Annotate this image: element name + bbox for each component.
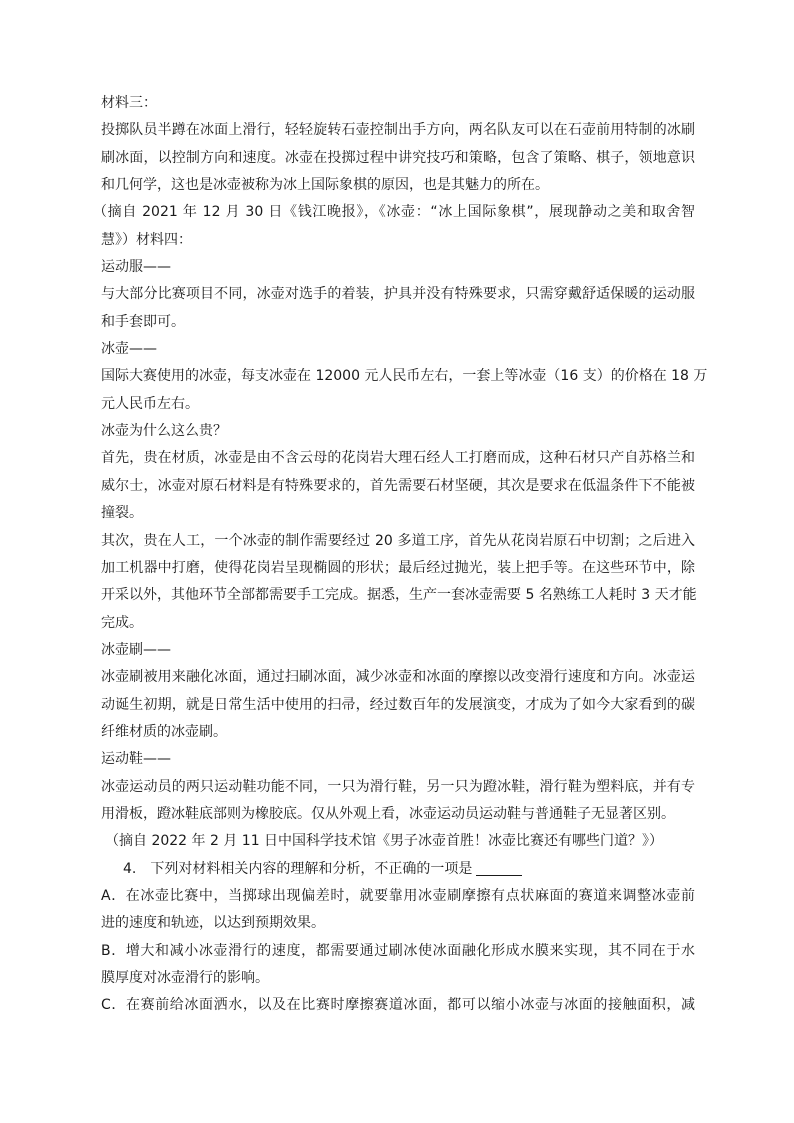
paragraph-line: 威尔士，冰壶对原石材料是有特殊要求的，首先需要石材坚硬，其次是要求在低温条件下不能被 (101, 477, 695, 494)
question-option-line: 进的速度和轨迹，以达到预期效果。 (101, 915, 325, 932)
paragraph-line: 冰壶刷被用来融化冰面，通过扫刷冰面，减少冰壶和冰面的摩擦以改变滑行速度和方向。冰壶运 (101, 669, 695, 686)
question-option-line: B．增大和减小冰壶滑行的速度，都需要通过刷冰使冰面融化形成水膜来实现，其不同在于水 (101, 942, 695, 959)
citation-line: （摘自 2021 年 12 月 30 日《钱江晚报》，《冰壶：“冰上国际象棋”，展现静动之美和取舍智 (93, 204, 695, 221)
citation-line: （摘自 2022 年 2 月 11 日中国科学技术馆《男子冰壶首胜！冰壶比赛还有哪些门道？》） (105, 833, 664, 850)
section-heading-material-3: 材料三： (101, 95, 157, 111)
paragraph-line: 国际大赛使用的冰壶，每支冰壶在 12000 元人民币左右，一套上等冰壶（16 支）的价格在 18 万 (101, 368, 708, 385)
paragraph-line: 冰壶运动员的两只运动鞋功能不同，一只为滑行鞋，另一只为蹬冰鞋，滑行鞋为塑料底，并有专 (101, 778, 695, 795)
paragraph-line: 完成。 (101, 614, 143, 631)
paragraph-line: 投掷队员半蹲在冰面上滑行，轻轻旋转石壶控制出手方向，两名队友可以在石壶前用特制的冰刷 (101, 122, 695, 139)
paragraph-line: 和手套即可。 (101, 313, 185, 330)
paragraph-line: 撞裂。 (101, 505, 143, 522)
paragraph-line: 刷冰面，以控制方向和速度。冰壶在投掷过程中讲究技巧和策略，包含了策略、棋子，领地意识 (101, 149, 695, 166)
document-page (93, 90, 708, 1020)
answer-blank (476, 861, 522, 876)
subheading-sportswear: 运动服—— (101, 259, 171, 276)
subheading-sports-shoes: 运动鞋—— (101, 751, 171, 768)
question-option-line: A．在冰壶比赛中，当掷球出现偏差时，就要靠用冰壶刷摩擦有点状麻面的赛道来调整冰壶前 (101, 887, 695, 904)
paragraph-line: 纤维材质的冰壶刷。 (101, 723, 227, 740)
subheading-curling-stone: 冰壶—— (101, 341, 157, 358)
question-option-line: C．在赛前给冰面洒水，以及在比赛时摩擦赛道冰面，都可以缩小冰壶与冰面的接触面积，减 (101, 997, 695, 1014)
paragraph-line: 用滑板，蹬冰鞋底部则为橡胶底。仅从外观上看，冰壶运动员运动鞋与普通鞋子无显著区别。 (101, 805, 675, 822)
question-option-line: 膜厚度对冰壶滑行的影响。 (101, 970, 269, 986)
question-stem (101, 856, 695, 883)
paragraph-line: 与大部分比赛项目不同，冰壶对选手的着装，护具并没有特殊要求，只需穿戴舒适保暖的运动服 (101, 286, 695, 303)
paragraph-line: 加工机器中打磨，使得花岗岩呈现椭圆的形状；最后经过抛光，装上把手等。在这些环节中，除 (101, 559, 695, 576)
subheading-curling-broom: 冰壶刷—— (101, 641, 171, 658)
paragraph-line: 动诞生初期，就是日常生活中使用的扫帚，经过数百年的发展演变，才成为了如今大家看到的碳 (101, 696, 695, 713)
paragraph-line: 其次，贵在人工，一个冰壶的制作需要经过 20 多道工序，首先从花岗岩原石中切割；之后进入 (101, 532, 695, 549)
paragraph-line: 首先，贵在材质，冰壶是由不含云母的花岗岩大理石经人工打磨而成，这种石材只产自苏格兰和 (101, 450, 695, 467)
subheading-why-expensive: 冰壶为什么这么贵？ (101, 423, 227, 440)
question-stem-text: 4. 下列对材料相关内容的理解和分析，不正确的一项是 (123, 860, 473, 877)
paragraph-line: 开采以外，其他环节全部都需要手工完成。据悉，生产一套冰壶需要 5 名熟练工人耗时 3 天才能 (101, 587, 697, 604)
paragraph-line: 元人民币左右。 (101, 395, 199, 412)
citation-line: 慧》）材料四： (101, 231, 192, 248)
paragraph-line: 和几何学，这也是冰壶被称为冰上国际象棋的原因，也是其魅力的所在。 (101, 177, 549, 194)
